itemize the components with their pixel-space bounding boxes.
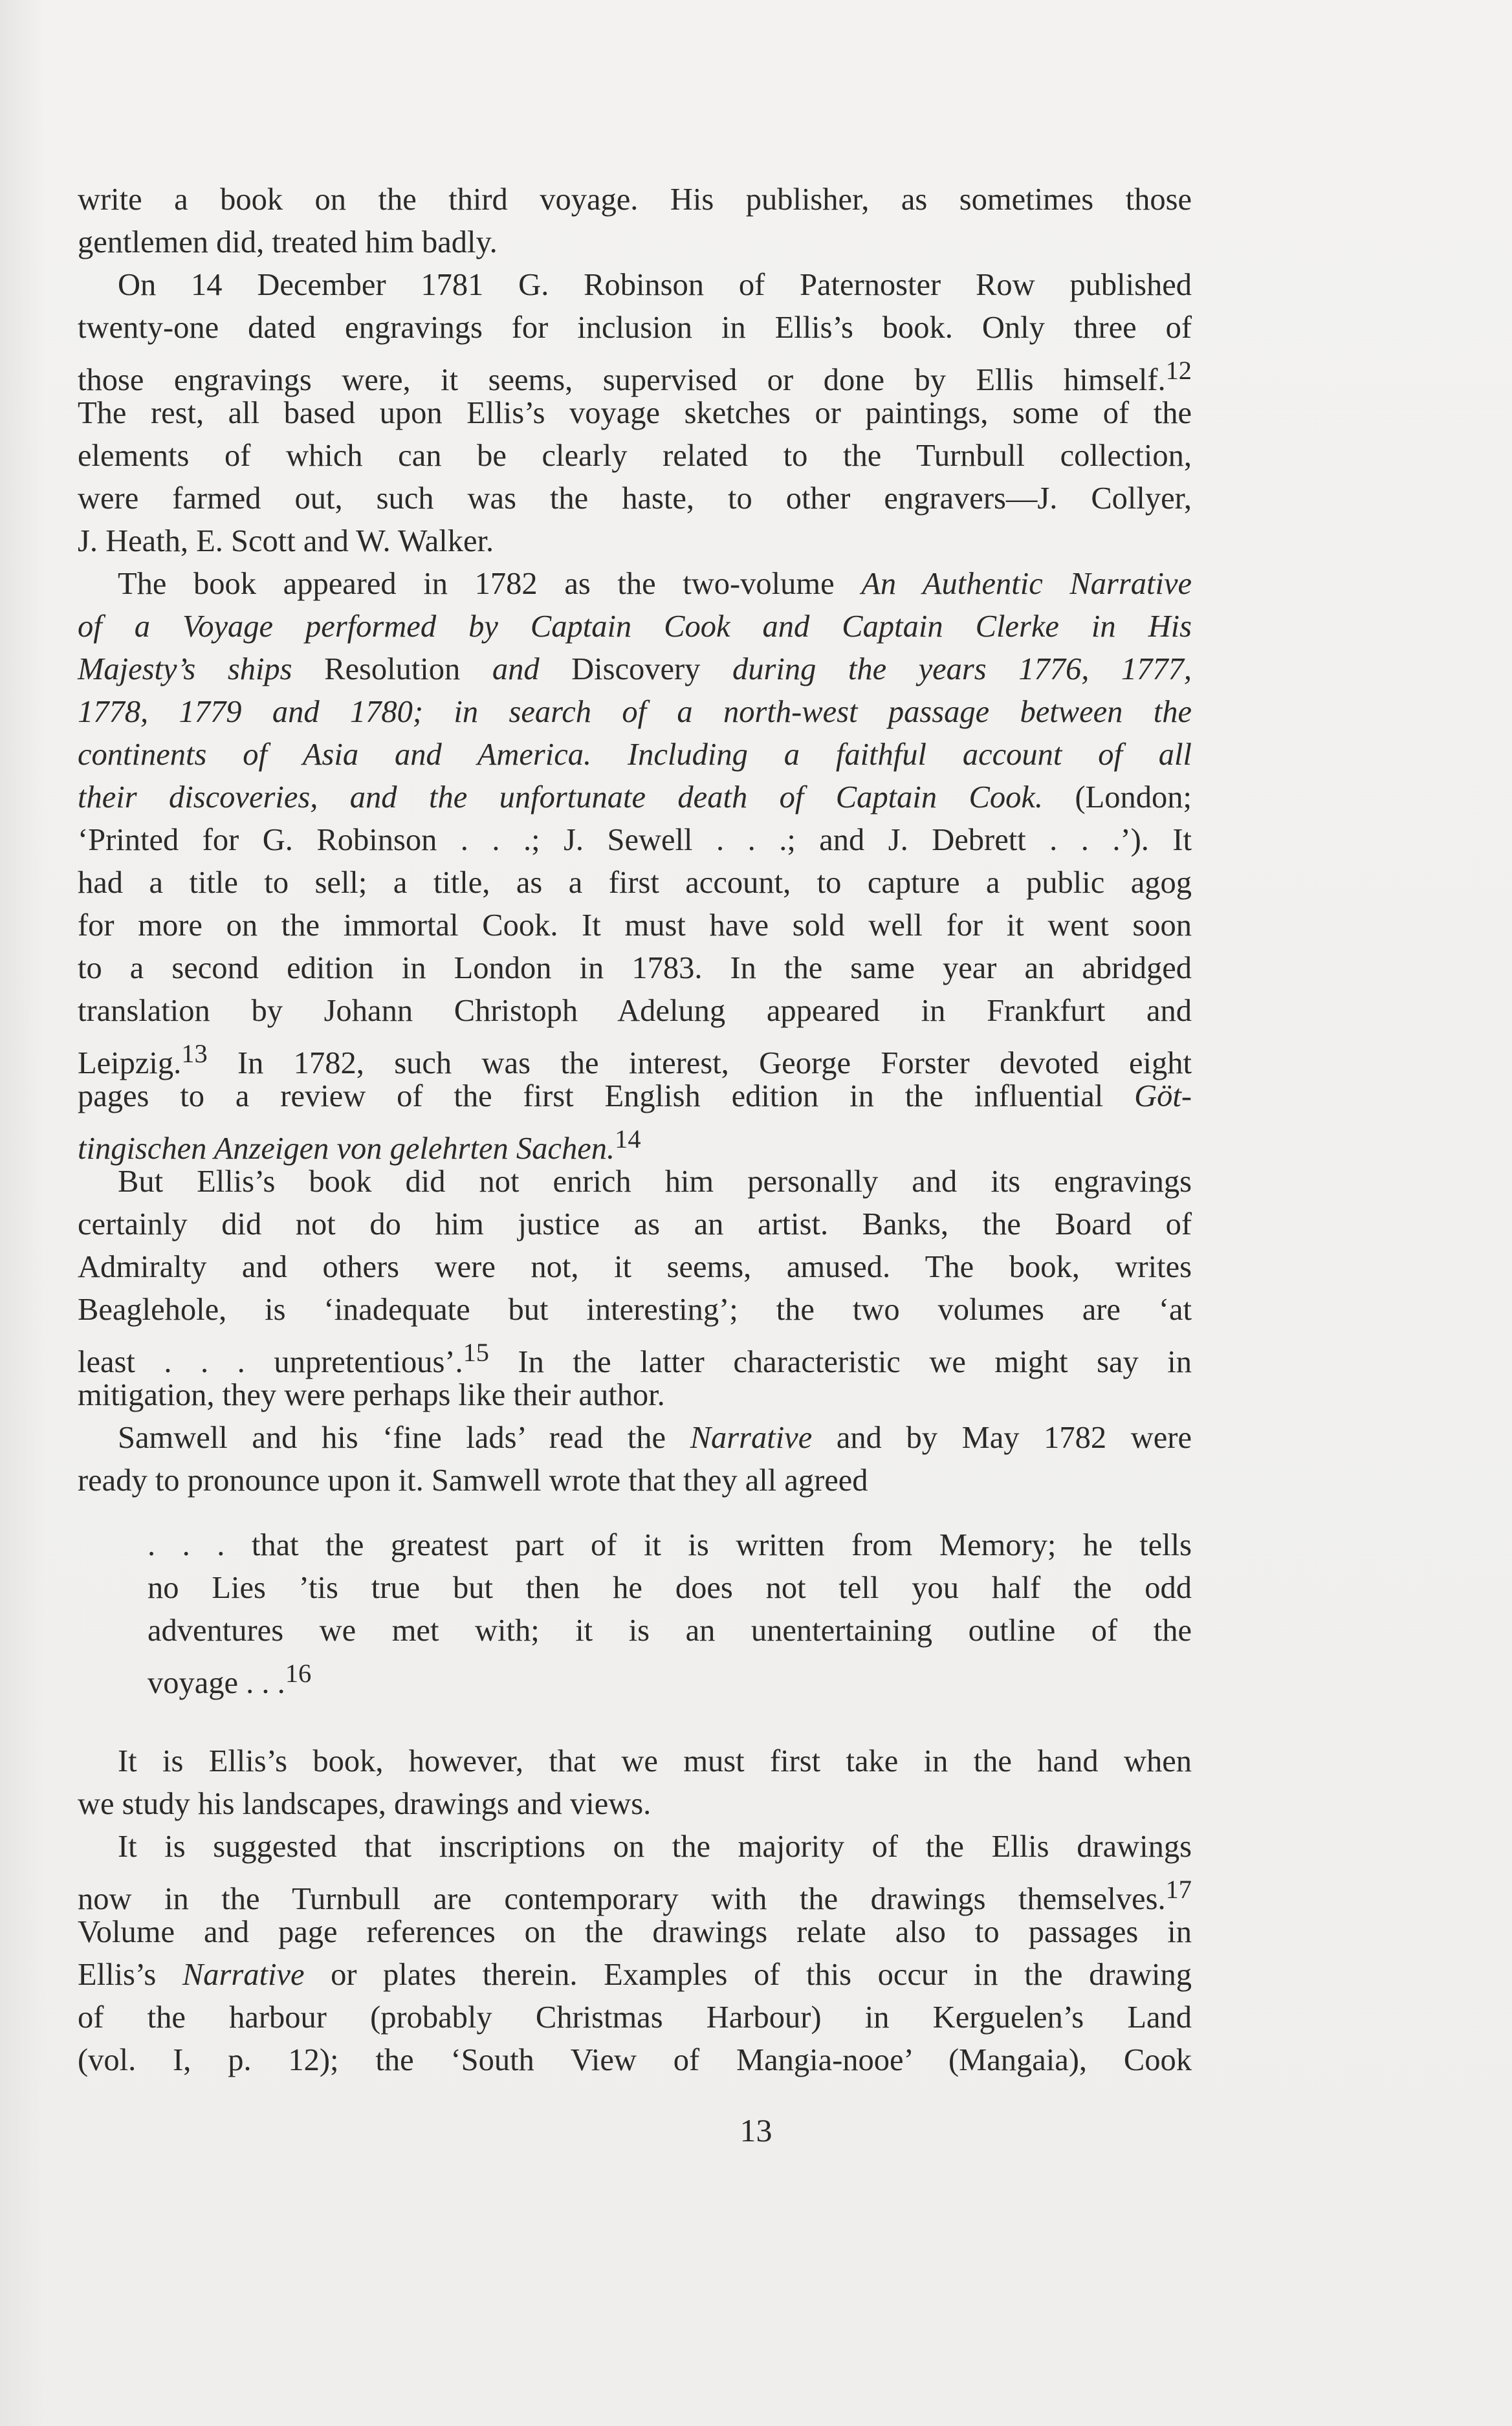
- footnote-marker: 13: [181, 1039, 208, 1068]
- text-line: (vol. I, p. 12); the ‘South View of Mangia-nooe’ (Mangaia), Cook: [78, 2043, 1192, 2077]
- text-line: ready to pronounce upon it. Samwell wrote that they all agreed: [78, 1463, 868, 1498]
- text-line: Leipzig.$^{13}$ In 1782, such was the interest, George Forster devoted eight: [78, 1039, 1192, 1081]
- block-quote-line: voyage . . .$^{16}$: [148, 1659, 312, 1701]
- text-line: elements of which can be clearly related to the Turnbull collection,: [78, 439, 1192, 473]
- text-line: of a Voyage performed by Captain Cook and Captain Clerke in His: [78, 609, 1192, 644]
- paragraph-start: It is suggested that inscriptions on the majority of the Ellis drawings: [118, 1830, 1192, 1864]
- text-line: now in the Turnbull are contemporary with the drawings themselves.$^{17}$: [78, 1875, 1192, 1917]
- text-line: continents of Asia and America. Including a faithful account of all: [78, 738, 1192, 772]
- footnote-marker: 16: [285, 1659, 312, 1688]
- paragraph-start: It is Ellis’s book, however, that we must first take in the hand when: [118, 1744, 1192, 1778]
- text-line: write a book on the third voyage. His publisher, as sometimes those: [78, 182, 1192, 217]
- text-line: ‘Printed for G. Robinson . . .; J. Sewell . . .; and J. Debrett . . .’). It: [78, 823, 1192, 857]
- paragraph-start: But Ellis’s book did not enrich him personally and its engravings: [118, 1164, 1192, 1199]
- text-line: twenty-one dated engravings for inclusion in Ellis’s book. Only three of: [78, 311, 1192, 345]
- text-line: Ellis’s Narrative or plates therein. Examples of this occur in the drawing: [78, 1958, 1192, 1992]
- paragraph-start: On 14 December 1781 G. Robinson of Paternoster Row published: [118, 268, 1192, 302]
- page-number: 13: [740, 2112, 772, 2148]
- text-line: The rest, all based upon Ellis’s voyage sketches or paintings, some of the: [78, 396, 1192, 430]
- text-line: we study his landscapes, drawings and views.: [78, 1787, 652, 1821]
- block-quote-line: adventures we met with; it is an unentertaining outline of the: [148, 1613, 1192, 1648]
- paragraph-start: The book appeared in 1782 as the two-volume An Authentic Narrative: [118, 567, 1192, 601]
- text-line: least . . . unpretentious’.$^{15}$ In the latter characteristic we might say in: [78, 1338, 1192, 1380]
- text-line: J. Heath, E. Scott and W. Walker.: [78, 524, 494, 558]
- text-line: translation by Johann Christoph Adelung appeared in Frankfurt and: [78, 994, 1192, 1028]
- text-line: for more on the immortal Cook. It must have sold well for it went soon: [78, 908, 1192, 943]
- text-line: were farmed out, such was the haste, to other engravers—J. Collyer,: [78, 481, 1192, 516]
- text-line: mitigation, they were perhaps like their author.: [78, 1378, 665, 1412]
- text-line: to a second edition in London in 1783. In the same year an abridged: [78, 951, 1192, 985]
- text-line: certainly did not do him justice as an artist. Banks, the Board of: [78, 1207, 1192, 1241]
- text-line: pages to a review of the first English edition in the influential Göt-: [78, 1079, 1192, 1113]
- text-line: tingischen Anzeigen von gelehrten Sachen.$^{14}$: [78, 1124, 641, 1166]
- text-line: Beaglehole, is ‘inadequate but interesting’; the two volumes are ‘at: [78, 1293, 1192, 1327]
- text-line: Admiralty and others were not, it seems, amused. The book, writes: [78, 1250, 1192, 1284]
- text-line: Majesty’s ships Resolution and Discovery during the years 1776, 1777,: [78, 652, 1192, 686]
- text-line: 1778, 1779 and 1780; in search of a north-west passage between the: [78, 695, 1192, 729]
- block-quote-line: . . . that the greatest part of it is written from Memory; he tells: [148, 1528, 1192, 1562]
- text-line: Volume and page references on the drawings relate also to passages in: [78, 1915, 1192, 1949]
- footnote-marker: 12: [1165, 356, 1192, 385]
- text-line: had a title to sell; a title, as a first account, to capture a public agog: [78, 866, 1192, 900]
- footnote-marker: 15: [463, 1338, 489, 1367]
- text-line: gentlemen did, treated him badly.: [78, 225, 498, 259]
- block-quote-line: no Lies ’tis true but then he does not tell you half the odd: [148, 1571, 1192, 1605]
- footnote-marker: 17: [1165, 1875, 1192, 1904]
- footnote-marker: 14: [615, 1124, 641, 1153]
- text-line: their discoveries, and the unfortunate death of Captain Cook. (London;: [78, 780, 1192, 814]
- text-line: those engravings were, it seems, supervised or done by Ellis himself.$^{12}$: [78, 356, 1192, 398]
- paragraph-start: Samwell and his ‘fine lads’ read the Narrative and by May 1782 were: [118, 1421, 1192, 1455]
- text-line: of the harbour (probably Christmas Harbour) in Kerguelen’s Land: [78, 2000, 1192, 2035]
